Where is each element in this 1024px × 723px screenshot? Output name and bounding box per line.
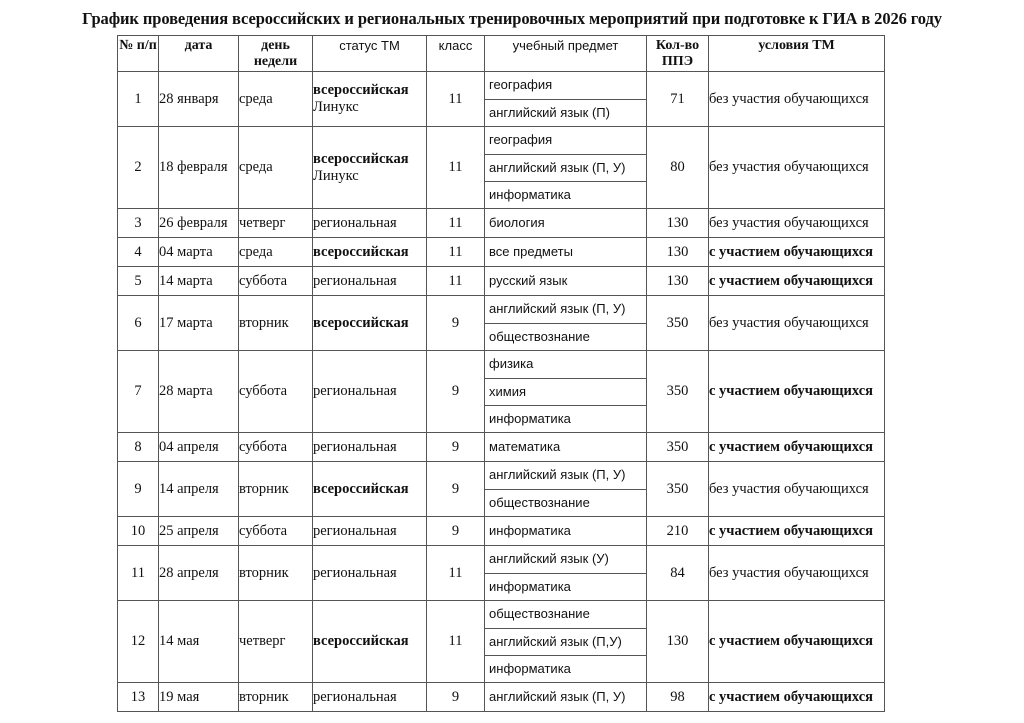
row-number: 8 — [118, 433, 159, 462]
row-date: 18 февраля — [159, 127, 239, 209]
row-number: 5 — [118, 267, 159, 296]
row-ppe-count: 350 — [647, 433, 709, 462]
row-weekday: суббота — [239, 517, 313, 546]
table-row — [118, 267, 885, 296]
row-subjects — [485, 296, 647, 351]
row-number: 4 — [118, 238, 159, 267]
row-date: 26 февраля — [159, 209, 239, 238]
row-status — [313, 462, 427, 517]
row-subjects — [485, 238, 647, 267]
row-subjects — [485, 351, 647, 433]
row-date: 04 апреля — [159, 433, 239, 462]
row-weekday: суббота — [239, 351, 313, 433]
row-conditions: с участием обучающихся — [709, 683, 885, 712]
row-date: 17 марта — [159, 296, 239, 351]
row-date: 19 мая — [159, 683, 239, 712]
row-ppe-count: 98 — [647, 683, 709, 712]
table-row — [118, 433, 885, 462]
row-subjects — [485, 209, 647, 238]
header-date: дата — [159, 36, 239, 72]
row-ppe-count: 350 — [647, 296, 709, 351]
subject-item: география — [489, 77, 553, 92]
subject-item: физика — [489, 356, 534, 371]
status-label: региональная — [313, 522, 397, 539]
row-conditions: с участием обучающихся — [709, 517, 885, 546]
row-status — [313, 433, 427, 462]
row-number: 10 — [118, 517, 159, 546]
row-weekday: вторник — [239, 296, 313, 351]
row-conditions: без участия обучающихся — [709, 462, 885, 517]
status-label: всероссийская — [313, 150, 409, 167]
subject-item: обществознание — [485, 323, 646, 350]
row-status — [313, 683, 427, 712]
subject-item: обществознание — [485, 489, 646, 516]
row-status — [313, 209, 427, 238]
row-weekday: среда — [239, 72, 313, 127]
row-weekday: среда — [239, 127, 313, 209]
subject-item: английский язык (П, У) — [489, 301, 626, 316]
row-ppe-count: 130 — [647, 209, 709, 238]
row-date: 25 апреля — [159, 517, 239, 546]
table-row — [118, 296, 885, 351]
row-number: 6 — [118, 296, 159, 351]
header-num: № п/п — [118, 36, 159, 72]
subject-item: информатика — [485, 573, 646, 600]
row-class: 11 — [427, 546, 485, 601]
schedule-body — [118, 72, 885, 712]
row-class: 11 — [427, 267, 485, 296]
row-class: 11 — [427, 127, 485, 209]
table-row — [118, 238, 885, 267]
subject-item: русский язык — [489, 272, 568, 288]
status-label: всероссийская — [313, 633, 409, 649]
row-status — [313, 72, 427, 127]
status-label: всероссийская — [313, 480, 409, 497]
row-class: 9 — [427, 462, 485, 517]
table-row — [118, 546, 885, 601]
row-status — [313, 238, 427, 267]
row-class: 9 — [427, 433, 485, 462]
row-weekday: вторник — [239, 546, 313, 601]
status-label: региональная — [313, 272, 397, 289]
row-conditions: с участием обучающихся — [709, 601, 885, 683]
row-subjects — [485, 433, 647, 462]
subject-item: обществознание — [489, 606, 590, 621]
header-class: класс — [427, 36, 485, 72]
row-date: 04 марта — [159, 238, 239, 267]
table-row — [118, 683, 885, 712]
subject-item: английский язык (П, У) — [489, 688, 626, 704]
row-date: 28 апреля — [159, 546, 239, 601]
status-label: всероссийская — [313, 243, 409, 260]
row-number: 9 — [118, 462, 159, 517]
status-label: региональная — [313, 383, 397, 399]
table-row — [118, 72, 885, 127]
row-status — [313, 127, 427, 209]
row-date: 28 марта — [159, 351, 239, 433]
row-class: 9 — [427, 517, 485, 546]
subject-item: информатика — [485, 655, 646, 682]
subject-item: все предметы — [489, 243, 573, 259]
status-label: региональная — [313, 564, 397, 581]
row-status — [313, 351, 427, 433]
row-class: 11 — [427, 238, 485, 267]
row-status — [313, 296, 427, 351]
status-note: Линукс — [313, 167, 359, 184]
row-status — [313, 546, 427, 601]
subject-item: английский язык (У) — [489, 551, 609, 566]
row-number: 3 — [118, 209, 159, 238]
row-status — [313, 517, 427, 546]
table-row — [118, 127, 885, 209]
row-subjects — [485, 267, 647, 296]
subject-item: биология — [489, 214, 545, 230]
row-conditions: без участия обучающихся — [709, 209, 885, 238]
status-note: Линукс — [313, 99, 359, 115]
row-subjects — [485, 601, 647, 683]
row-weekday: вторник — [239, 462, 313, 517]
row-ppe-count: 80 — [647, 127, 709, 209]
row-number: 1 — [118, 72, 159, 127]
row-conditions: с участием обучающихся — [709, 238, 885, 267]
subject-item: информатика — [489, 522, 571, 538]
row-ppe-count: 210 — [647, 517, 709, 546]
header-conditions: условия ТМ — [709, 36, 885, 72]
row-subjects — [485, 517, 647, 546]
row-ppe-count: 71 — [647, 72, 709, 127]
row-class: 9 — [427, 683, 485, 712]
row-ppe-count: 350 — [647, 351, 709, 433]
header-ppe: Кол-во ППЭ — [647, 36, 709, 72]
row-subjects — [485, 127, 647, 209]
row-conditions: без участия обучающихся — [709, 546, 885, 601]
row-number: 7 — [118, 351, 159, 433]
row-ppe-count: 130 — [647, 238, 709, 267]
row-number: 13 — [118, 683, 159, 712]
row-conditions: с участием обучающихся — [709, 351, 885, 433]
row-conditions: с участием обучающихся — [709, 267, 885, 296]
row-subjects — [485, 683, 647, 712]
table-row — [118, 601, 885, 683]
row-weekday: четверг — [239, 209, 313, 238]
row-ppe-count: 350 — [647, 462, 709, 517]
subject-item: информатика — [485, 181, 646, 208]
status-label: региональная — [313, 438, 397, 455]
subject-item: английский язык (П, У) — [485, 154, 646, 181]
row-class: 11 — [427, 72, 485, 127]
row-weekday: среда — [239, 238, 313, 267]
table-row — [118, 517, 885, 546]
row-number: 12 — [118, 601, 159, 683]
table-row — [118, 462, 885, 517]
row-number: 2 — [118, 127, 159, 209]
row-ppe-count: 84 — [647, 546, 709, 601]
row-conditions: без участия обучающихся — [709, 72, 885, 127]
row-weekday: четверг — [239, 601, 313, 683]
row-date: 14 апреля — [159, 462, 239, 517]
row-conditions: с участием обучающихся — [709, 433, 885, 462]
row-weekday: вторник — [239, 683, 313, 712]
header-status: статус ТМ — [313, 36, 427, 72]
row-class: 11 — [427, 601, 485, 683]
subject-item: информатика — [485, 405, 646, 432]
subject-item: английский язык (П) — [485, 99, 646, 126]
row-status — [313, 267, 427, 296]
header-subject: учебный предмет — [485, 36, 647, 72]
header-row — [118, 36, 885, 72]
row-ppe-count: 130 — [647, 601, 709, 683]
row-weekday: суббота — [239, 267, 313, 296]
row-weekday: суббота — [239, 433, 313, 462]
row-class: 9 — [427, 351, 485, 433]
subject-item: география — [489, 132, 553, 147]
row-ppe-count: 130 — [647, 267, 709, 296]
row-subjects — [485, 72, 647, 127]
row-conditions: без участия обучающихся — [709, 127, 885, 209]
row-conditions: без участия обучающихся — [709, 296, 885, 351]
status-label: региональная — [313, 688, 397, 705]
row-status — [313, 601, 427, 683]
status-label: всероссийская — [313, 314, 409, 331]
row-subjects — [485, 546, 647, 601]
row-date: 14 мая — [159, 601, 239, 683]
table-row — [118, 351, 885, 433]
row-class: 9 — [427, 296, 485, 351]
status-label: региональная — [313, 214, 397, 231]
row-date: 28 января — [159, 72, 239, 127]
status-label: всероссийская — [313, 82, 409, 98]
subject-item: химия — [485, 378, 646, 405]
subject-item: английский язык (П, У) — [489, 467, 626, 482]
subject-item: английский язык (П,У) — [485, 628, 646, 655]
header-day: день недели — [239, 36, 313, 72]
table-row — [118, 209, 885, 238]
schedule-table — [117, 35, 885, 712]
document-title: График проведения всероссийских и региональных тренировочных мероприятий при подготовке к ГИА в 2026 году — [82, 9, 942, 28]
row-number: 11 — [118, 546, 159, 601]
row-subjects — [485, 462, 647, 517]
row-date: 14 марта — [159, 267, 239, 296]
row-class: 11 — [427, 209, 485, 238]
subject-item: математика — [489, 438, 561, 454]
